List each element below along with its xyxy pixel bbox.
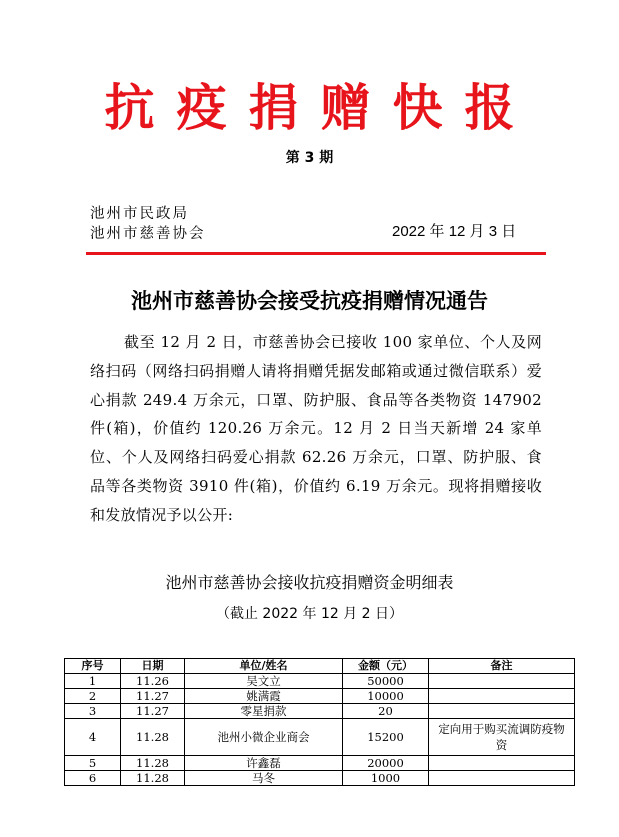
col-header-date: 日期 [121, 659, 185, 674]
notice-title: 池州市慈善协会接受抗疫捐赠情况通告 [131, 289, 488, 313]
cell-note [429, 771, 575, 786]
publish-date: 2022 年 12 月 3 日 [392, 223, 517, 240]
newsletter-masthead: 抗疫捐赠快报 [104, 79, 537, 137]
cell-date: 11.28 [121, 756, 185, 771]
col-header-donor: 单位/姓名 [185, 659, 343, 674]
cell-date: 11.28 [121, 719, 185, 756]
cell-amount: 1000 [343, 771, 429, 786]
cell-note [429, 704, 575, 719]
red-divider [86, 252, 546, 255]
col-header-note: 备注 [429, 659, 575, 674]
cell-amount: 20000 [343, 756, 429, 771]
issue-number: 第 3 期 [285, 150, 334, 166]
cell-date: 11.27 [121, 689, 185, 704]
cell-donor: 马冬 [185, 771, 343, 786]
cell-donor: 池州小微企业商会 [185, 719, 343, 756]
table-row [65, 689, 575, 704]
table-row [65, 719, 575, 756]
table-row [65, 674, 575, 689]
sender-civil-affairs: 池州市民政局 [90, 206, 189, 222]
table-header-row [65, 659, 575, 674]
cell-index: 4 [65, 719, 121, 756]
col-header-amount: 金额（元） [343, 659, 429, 674]
table-row [65, 771, 575, 786]
cell-donor: 零星捐款 [185, 704, 343, 719]
cell-donor: 吴文立 [185, 674, 343, 689]
cell-index: 1 [65, 674, 121, 689]
donation-table [64, 658, 575, 786]
cell-amount: 15200 [343, 719, 429, 756]
notice-body: 截至 12 月 2 日，市慈善协会已接收 100 家单位、个人及网络扫码（网络扫码捐赠人请将捐赠凭据发邮箱或通过微信联系）爱心捐款 249.4 万余元，口罩、防护服、食品等各类物资 147902 件(箱)，价值约 120.26 万余元。12 月 2 日当天新增 24 家单位、个人及网络扫码爱心捐款 62.26 万余元，口罩、防护服、食品等各类物资 3910 件(箱)，价值约 6.19 万余元。现将捐赠接收和发放情况予以公开: [90, 333, 542, 524]
sender-charity-association: 池州市慈善协会 [90, 226, 206, 242]
cell-index: 6 [65, 771, 121, 786]
cell-donor: 姚满霞 [185, 689, 343, 704]
cell-note [429, 756, 575, 771]
cell-date: 11.27 [121, 704, 185, 719]
cell-index: 3 [65, 704, 121, 719]
cell-date: 11.26 [121, 674, 185, 689]
cell-amount: 10000 [343, 689, 429, 704]
table-title: 池州市慈善协会接收抗疫捐赠资金明细表 [165, 573, 454, 592]
cell-amount: 50000 [343, 674, 429, 689]
col-header-index: 序号 [65, 659, 121, 674]
cell-index: 2 [65, 689, 121, 704]
cell-date: 11.28 [121, 771, 185, 786]
cell-index: 5 [65, 756, 121, 771]
cell-amount: 20 [343, 704, 429, 719]
cell-note [429, 674, 575, 689]
table-row [65, 704, 575, 719]
cell-donor: 许鑫磊 [185, 756, 343, 771]
table-row [65, 756, 575, 771]
cell-note: 定向用于购买流调防疫物资 [429, 719, 575, 756]
cell-note [429, 689, 575, 704]
table-subtitle: （截止 2022 年 12 月 2 日） [215, 606, 404, 622]
